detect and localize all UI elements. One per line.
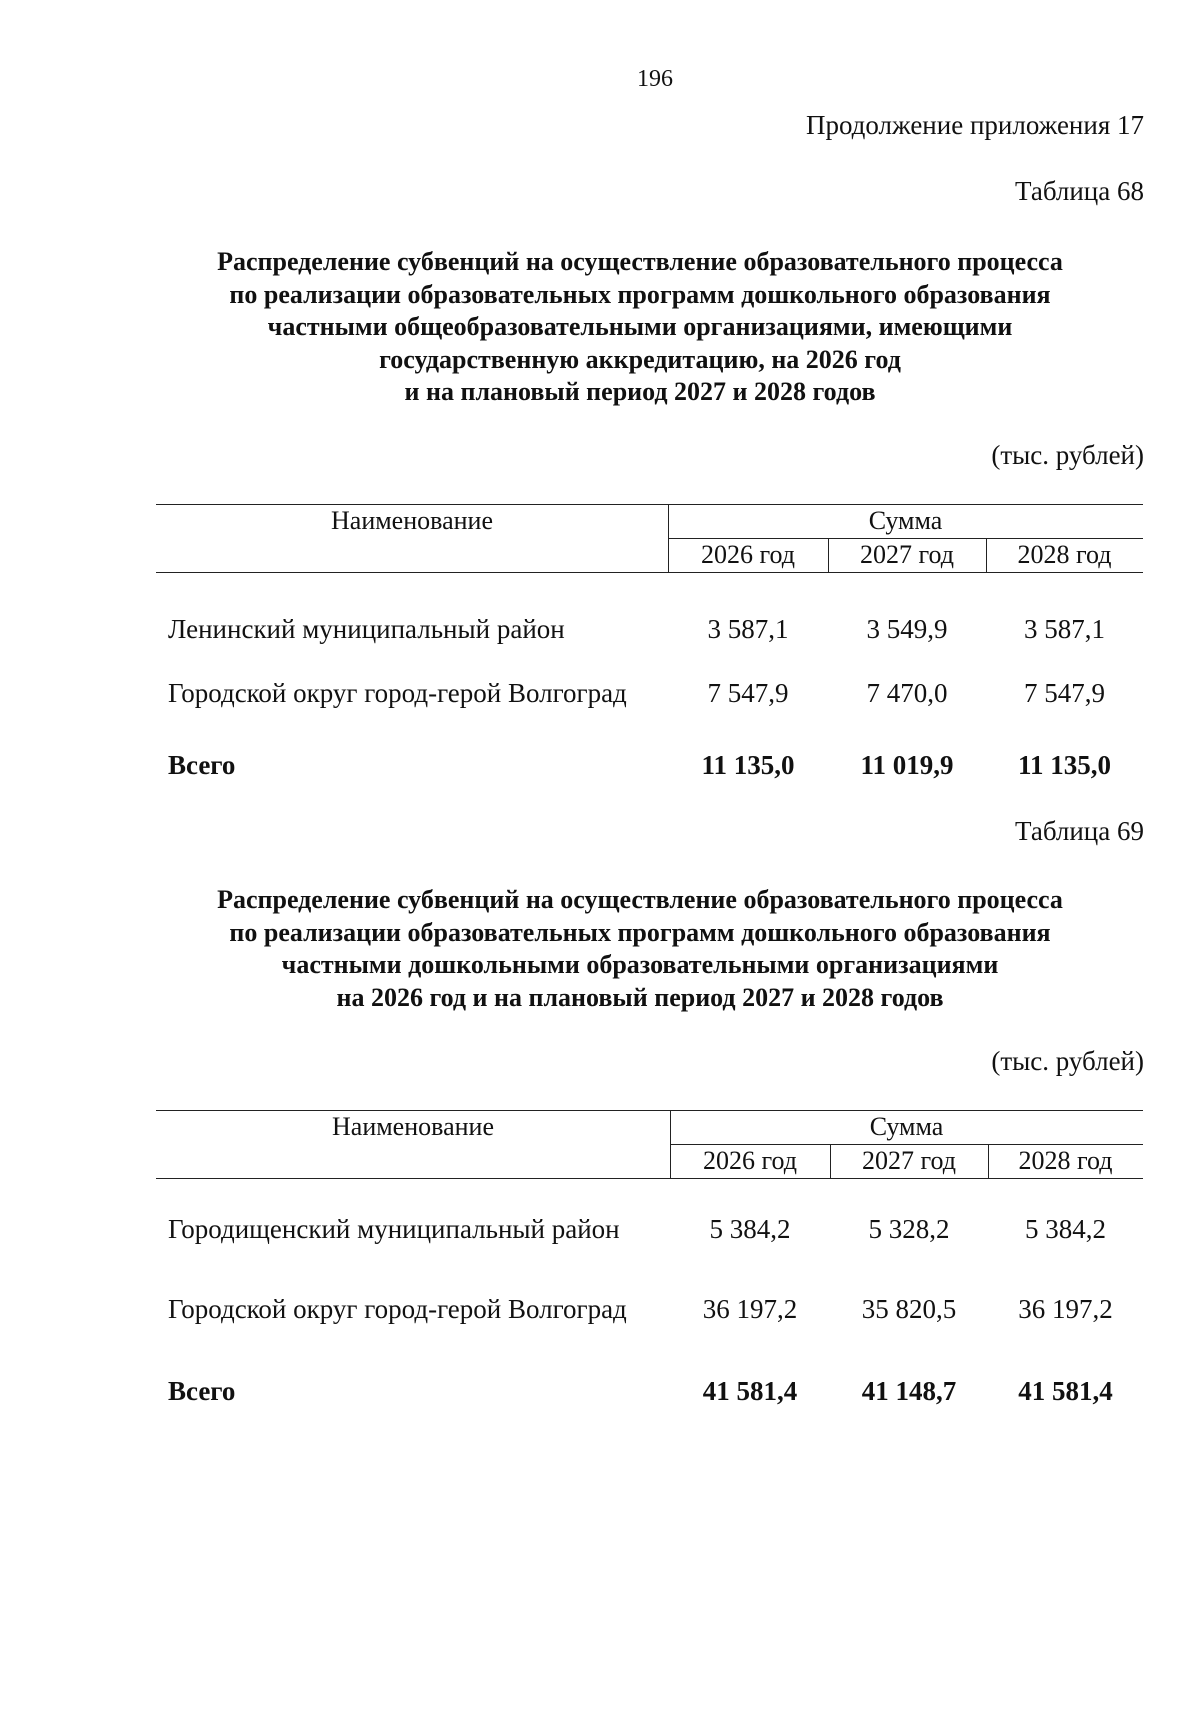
table-69-title-line: Распределение субвенций на осуществление образовательного процесса <box>217 885 1063 914</box>
total-value: 41 581,4 <box>1018 1376 1113 1406</box>
table-rule <box>156 1110 1143 1111</box>
table-68-title-line: государственную аккредитацию, на 2026 год <box>379 344 901 374</box>
total-value: 11 019,9 <box>860 750 954 780</box>
table-68-title-line: по реализации образовательных программ дошкольного образования <box>229 279 1051 309</box>
column-header-year: 2026 год <box>703 1146 797 1175</box>
table-69-title <box>160 884 1120 1014</box>
column-header-year: 2026 год <box>701 540 795 569</box>
row-value: 7 547,9 <box>1024 678 1105 708</box>
column-header-year: 2027 год <box>862 1146 956 1175</box>
table-69-title-line: на 2026 год и на плановый период 2027 и 2028 годов <box>336 982 944 1012</box>
table-68-title-line: и на плановый период 2027 и 2028 годов <box>404 377 876 406</box>
table-68-title <box>160 246 1120 409</box>
table-69-caption: Таблица 69 <box>1015 816 1144 846</box>
row-value: 5 384,2 <box>1025 1214 1106 1244</box>
page-number: 196 <box>637 66 673 92</box>
column-header-sum: Сумма <box>868 506 943 535</box>
total-label: Всего <box>168 1376 236 1406</box>
row-value: 7 470,0 <box>866 678 948 708</box>
table-rule <box>670 1144 1143 1145</box>
table-68 <box>156 504 1143 794</box>
table-69-title-line: частными дошкольными образовательными организациями <box>281 950 999 979</box>
table-69-units: (тыс. рублей) <box>991 1046 1144 1076</box>
table-68-title-line: Распределение субвенций на осуществление образовательного процесса <box>217 247 1063 276</box>
total-label: Всего <box>168 750 236 780</box>
row-value: 3 587,1 <box>707 614 789 644</box>
row-name: Ленинский муниципальный район <box>168 614 565 644</box>
column-header-name: Наименование <box>331 506 493 535</box>
total-value: 41 581,4 <box>702 1376 798 1406</box>
column-header-year: 2027 год <box>860 540 954 569</box>
table-rule <box>668 538 1143 539</box>
row-value: 3 549,9 <box>866 614 948 644</box>
row-value: 35 820,5 <box>861 1294 957 1324</box>
total-value: 11 135,0 <box>701 750 795 780</box>
row-value: 36 197,2 <box>702 1294 798 1324</box>
table-68-caption: Таблица 68 <box>1015 176 1144 206</box>
row-value: 36 197,2 <box>1018 1294 1113 1324</box>
column-header-name: Наименование <box>332 1112 494 1141</box>
column-header-year: 2028 год <box>1017 540 1112 569</box>
appendix-note: Продолжение приложения 17 <box>805 110 1144 140</box>
row-value: 3 587,1 <box>1024 614 1105 644</box>
table-68-units: (тыс. рублей) <box>991 440 1144 470</box>
table-69-title-line: по реализации образовательных программ дошкольного образования <box>229 917 1051 947</box>
row-name: Городищенский муниципальный район <box>168 1214 620 1244</box>
row-value: 5 328,2 <box>868 1214 950 1244</box>
total-value: 41 148,7 <box>861 1376 957 1406</box>
table-rule <box>156 1178 1143 1179</box>
table-rule <box>156 572 1143 573</box>
table-69 <box>156 1110 1143 1430</box>
column-header-sum: Сумма <box>869 1112 944 1141</box>
total-value: 11 135,0 <box>1017 750 1111 780</box>
row-value: 7 547,9 <box>707 678 789 708</box>
table-68-title-line: частными общеобразовательными организациями, имеющими <box>267 312 1013 341</box>
row-name: Городской округ город-герой Волгоград <box>168 678 627 708</box>
column-header-year: 2028 год <box>1018 1146 1113 1175</box>
row-value: 5 384,2 <box>709 1214 791 1244</box>
table-rule <box>156 504 1143 505</box>
row-name: Городской округ город-герой Волгоград <box>168 1294 627 1324</box>
